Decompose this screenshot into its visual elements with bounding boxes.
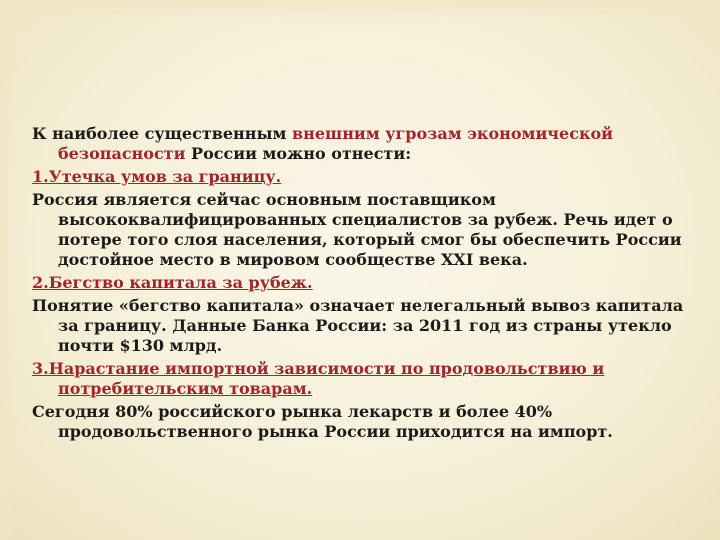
decorative-left-shadow: [0, 0, 14, 540]
item-1-heading: 1.Утечка умов за границу.: [32, 167, 282, 186]
intro-text-start: К наиболее существенным: [32, 124, 292, 143]
item-2-heading: 2.Бегство капитала за рубеж.: [32, 273, 313, 292]
intro-highlight: внешним угрозам экономической безопасности: [58, 124, 614, 163]
decorative-top-shadow: [0, 0, 720, 20]
item-2-body: Понятие «бегство капитала» означает нелегальный вывоз капитала за границу. Данные Банка России: за 2011 год из страны утекло почти $130 млрд.: [32, 296, 684, 355]
item-3-heading: 3.Нарастание импортной зависимости по продовольствию и потребительским товарам.: [32, 359, 605, 398]
intro-text-end: России можно отнести:: [185, 144, 412, 163]
item-1-body: Россия является сейчас основным поставщиком высококвалифицированных специалистов за рубеж. Речь идет о потере того слоя населения, который смог бы обеспечить России достойное место в мировом сообществе XXI века.: [32, 190, 682, 269]
slide-text-body: [32, 124, 692, 445]
item-3-body: Сегодня 80% российского рынка лекарств и более 40% продовольственного рынка России приходится на импорт.: [32, 402, 613, 441]
intro-paragraph: [32, 124, 692, 164]
